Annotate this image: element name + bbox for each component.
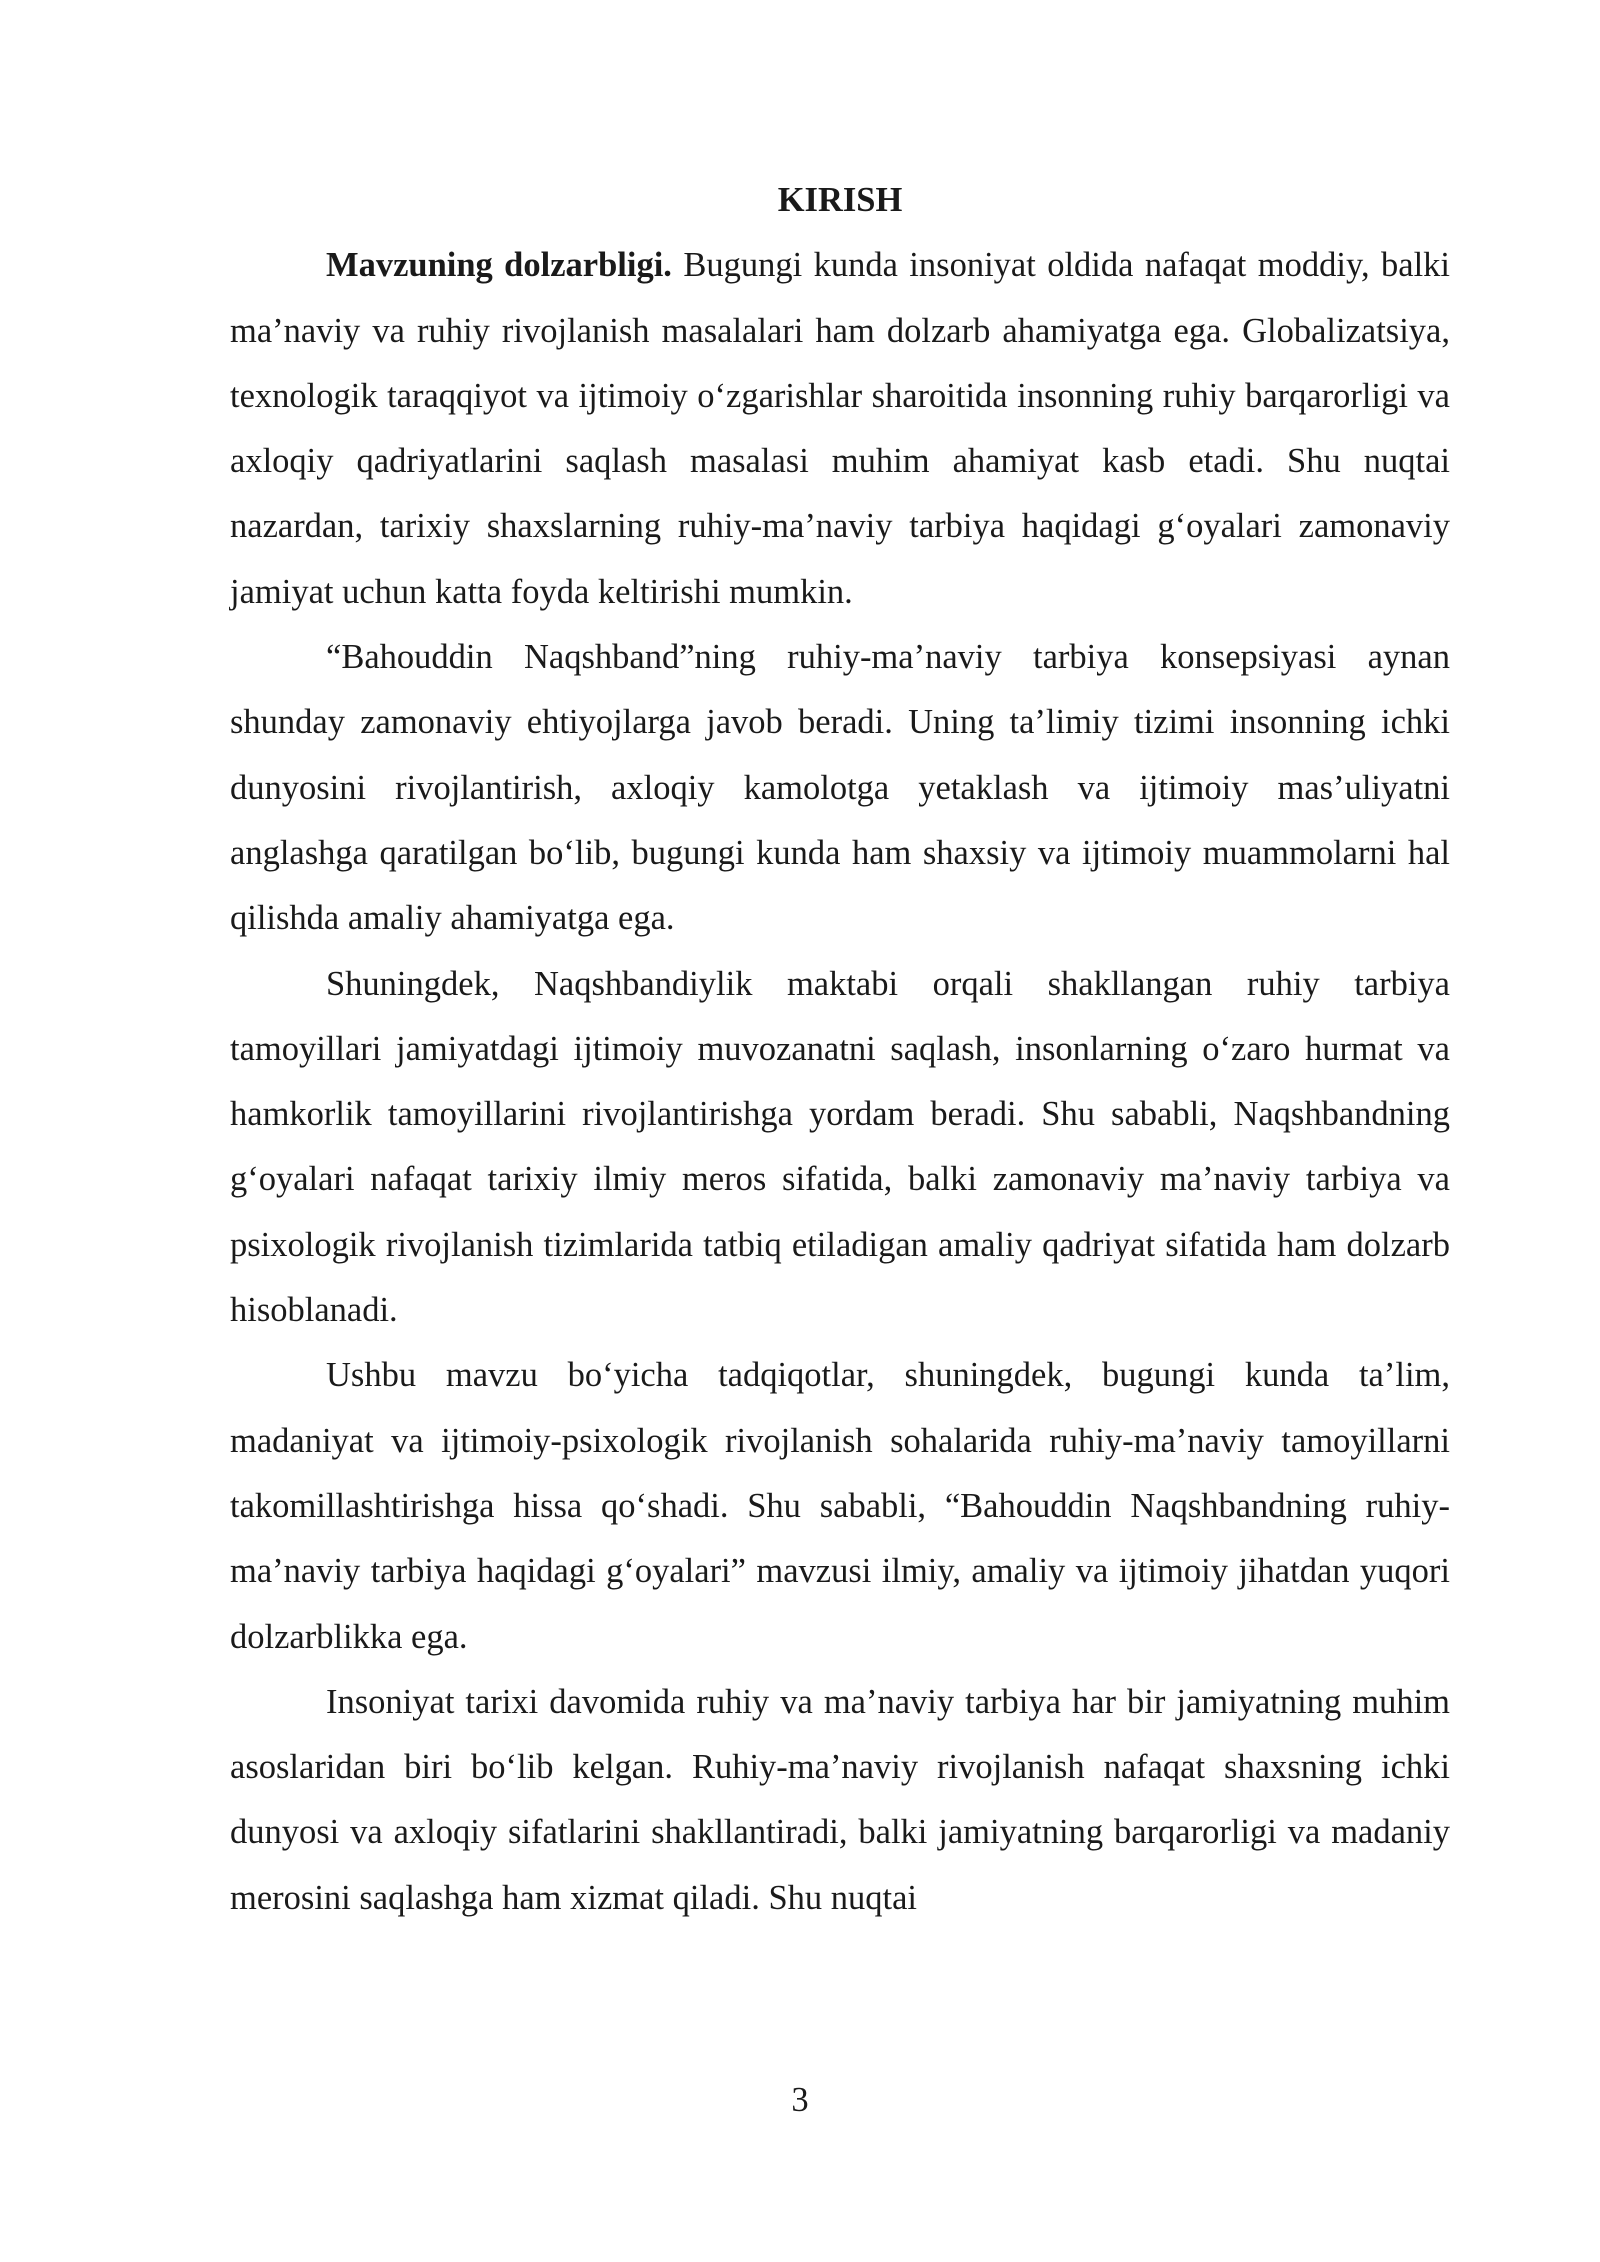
paragraph-text: Bugungi kunda insoniyat oldida nafaqat moddiy, balki ma’naviy va ruhiy rivojlanish masalalari ham dolzarb ahamiyatga ega. Globalizatsiya, texnologik taraqqiyot va ijtimoiy o‘zgarishlar sharoitida insonning ruhiy barqarorligi va axloqiy qadriyatlarini saqlash masalasi muhim ahamiyat kasb etadi. Shu nuqtai nazardan, tarixiy shaxslarning ruhiy-ma’naviy tarbiya haqidagi g‘oyalari zamonaviy jamiyat uchun katta foyda keltirishi mumkin. [230,246,1450,611]
paragraph [230,952,1450,1344]
paragraph-lead: Mavzuning dolzarbligi. [326,246,672,285]
paragraph-text: Insoniyat tarixi davomida ruhiy va ma’naviy tarbiya har bir jamiyatning muhim asoslaridan biri bo‘lib kelgan. Ruhiy-ma’naviy rivojlanish nafaqat shaxsning ichki dunyosi va axloqiy sifatlarini shakllantiradi, balki jamiyatning barqarorligi va madaniy merosini saqlashga ham xizmat qiladi. Shu nuqtai [230,1682,1450,1917]
section-heading: KIRISH [777,181,903,219]
paragraph [230,1670,1450,1931]
page-number: 3 [791,2081,809,2119]
paragraph-text: “Bahouddin Naqshband”ning ruhiy-ma’naviy tarbiya konsepsiyasi aynan shunday zamonaviy ehtiyojlarga javob beradi. Uning ta’limiy tizimi insonning ichki dunyosini rivojlantirish, axloqiy kamolotga yetaklash va ijtimoiy mas’uliyatni anglashga qaratilgan bo‘lib, bugungi kunda ham shaxsiy va ijtimoiy muammolarni hal qilishda amaliy ahamiyatga ega. [230,638,1450,938]
paragraph [230,625,1450,951]
paragraph [230,1343,1450,1669]
document-body [230,168,1450,1931]
paragraph-text: Shuningdek, Naqshbandiylik maktabi orqali shakllangan ruhiy tarbiya tamoyillari jamiyatdagi ijtimoiy muvozanatni saqlash, insonlarning o‘zaro hurmat va hamkorlik tamoyillarini rivojlantirishga yordam beradi. Shu sababli, Naqshbandning g‘oyalari nafaqat tarixiy ilmiy meros sifatida, balki zamonaviy ma’naviy tarbiya va psixologik rivojlanish tizimlarida tatbiq etiladigan amaliy qadriyat sifatida ham dolzarb hisoblanadi. [230,964,1450,1330]
paragraph-relevance [230,233,1450,625]
paragraph-text: Ushbu mavzu bo‘yicha tadqiqotlar, shuningdek, bugungi kunda ta’lim, madaniyat va ijtimoiy-psixologik rivojlanish sohalarida ruhiy-ma’naviy tamoyillarni takomillashtirishga hissa qo‘shadi. Shu sababli, “Bahouddin Naqshbandning ruhiy-ma’naviy tarbiya haqidagi g‘oyalari” mavzusi ilmiy, amaliy va ijtimoiy jihatdan yuqori dolzarblikka ega. [230,1356,1450,1656]
